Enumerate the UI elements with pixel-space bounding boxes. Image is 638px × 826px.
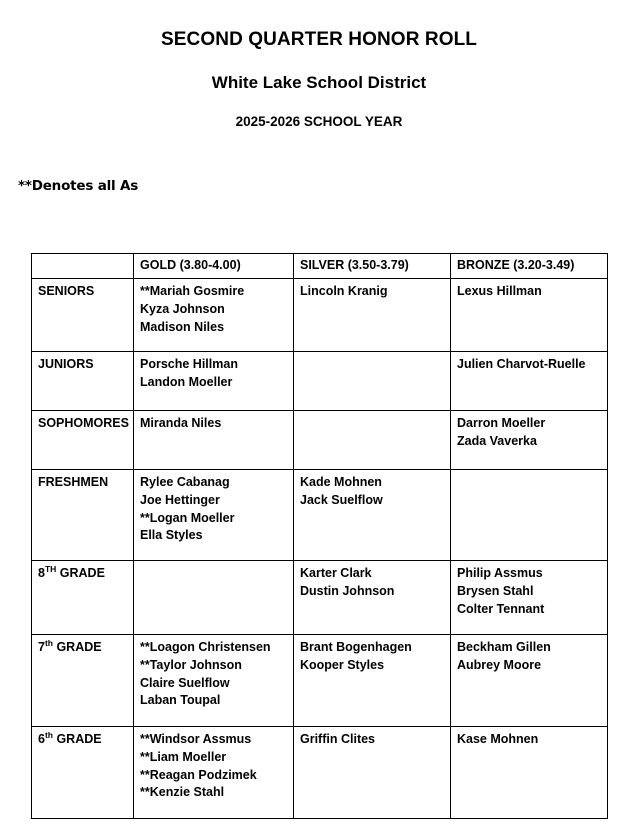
honoree-list xyxy=(140,474,288,545)
column-header-bronze: BRONZE (3.20-3.49) xyxy=(451,254,608,279)
honoree-name: Julien Charvot-Ruelle xyxy=(457,357,586,371)
honoree-list xyxy=(457,356,602,374)
honoree-name: Jack Suelflow xyxy=(300,492,383,507)
gold-cell-sophomores xyxy=(134,411,294,470)
honoree-name: Laban Toupal xyxy=(140,693,221,708)
table-body xyxy=(32,279,608,819)
table-row xyxy=(32,279,608,352)
honoree-list xyxy=(140,731,288,802)
ordinal-suffix: TH xyxy=(44,563,57,574)
honoree-list xyxy=(457,283,602,301)
honoree-name: **Logan Moeller xyxy=(140,510,235,525)
honoree-name: Miranda Niles xyxy=(140,416,222,430)
bronze-cell-juniors xyxy=(451,352,608,411)
table-row xyxy=(32,727,608,819)
honoree-list xyxy=(457,731,602,749)
honoree-name: **Kenzie Stahl xyxy=(140,785,225,800)
honoree-name: Kade Mohnen xyxy=(300,475,382,489)
table-row xyxy=(32,561,608,635)
grade-label-grade6: 6th GRADE xyxy=(32,727,134,819)
gold-cell-grade7 xyxy=(134,635,294,727)
honoree-name: Ella Styles xyxy=(140,528,203,543)
honoree-name: Karter Clark xyxy=(300,566,372,580)
honoree-list xyxy=(457,565,602,618)
honoree-list xyxy=(457,639,602,675)
school-year: 2025-2026 SCHOOL YEAR xyxy=(235,113,403,129)
table-row xyxy=(32,352,608,411)
honoree-list xyxy=(140,356,288,392)
grade-label-seniors: SENIORS xyxy=(32,279,134,352)
honoree-name: Kooper Styles xyxy=(300,657,385,672)
silver-cell-sophomores xyxy=(294,411,451,470)
honoree-name: Zada Vaverka xyxy=(457,433,537,448)
bronze-cell-grade6 xyxy=(451,727,608,819)
silver-cell-grade8 xyxy=(294,561,451,635)
honoree-list xyxy=(300,565,445,601)
bronze-cell-grade8 xyxy=(451,561,608,635)
all-as-note: **Denotes all As xyxy=(18,178,139,194)
silver-cell-freshmen xyxy=(294,470,451,561)
honoree-name: Aubrey Moore xyxy=(457,657,542,672)
silver-cell-seniors xyxy=(294,279,451,352)
honoree-name: Brysen Stahl xyxy=(457,583,534,598)
gold-cell-juniors xyxy=(134,352,294,411)
honoree-name: **Windsor Assmus xyxy=(140,732,252,746)
honoree-name: **Liam Moeller xyxy=(140,749,227,764)
ordinal-suffix: th xyxy=(44,637,53,648)
honoree-name: Beckham Gillen xyxy=(457,640,551,654)
honoree-list xyxy=(300,474,445,510)
honoree-name: **Reagan Podzimek xyxy=(140,767,257,782)
table-row xyxy=(32,470,608,561)
grade-label-sophomores: SOPHOMORES xyxy=(32,411,134,470)
honor-roll-table xyxy=(31,253,608,819)
grade-label-juniors: JUNIORS xyxy=(32,352,134,411)
grade-label-grade8: 8TH GRADE xyxy=(32,561,134,635)
bronze-cell-sophomores xyxy=(451,411,608,470)
bronze-cell-freshmen xyxy=(451,470,608,561)
table-row xyxy=(32,635,608,727)
honoree-list xyxy=(140,415,288,433)
honoree-name: Philip Assmus xyxy=(457,566,543,580)
gold-cell-grade6 xyxy=(134,727,294,819)
honoree-name: Dustin Johnson xyxy=(300,583,395,598)
honoree-name: Brant Bogenhagen xyxy=(300,640,412,654)
column-header-silver: SILVER (3.50-3.79) xyxy=(294,254,451,279)
honoree-name: Madison Niles xyxy=(140,319,225,334)
honoree-list xyxy=(300,639,445,675)
honoree-list xyxy=(300,283,445,301)
honoree-name: Landon Moeller xyxy=(140,374,233,389)
honoree-list xyxy=(140,639,288,710)
honoree-list xyxy=(140,283,288,336)
grade-label-grade7: 7th GRADE xyxy=(32,635,134,727)
district-name: White Lake School District xyxy=(211,72,427,92)
honoree-list xyxy=(457,415,602,451)
silver-cell-grade6 xyxy=(294,727,451,819)
honoree-name: Claire Suelflow xyxy=(140,675,230,690)
table-row xyxy=(32,411,608,470)
silver-cell-grade7 xyxy=(294,635,451,727)
column-header-grade xyxy=(32,254,134,279)
ordinal-suffix: th xyxy=(44,729,53,740)
honoree-name: Lincoln Kranig xyxy=(300,284,388,298)
honoree-list xyxy=(300,731,445,749)
honoree-name: Colter Tennant xyxy=(457,601,545,616)
honoree-name: Joe Hettinger xyxy=(140,492,220,507)
honoree-name: Porsche Hillman xyxy=(140,357,238,371)
honoree-name: **Mariah Gosmire xyxy=(140,284,245,298)
grade-label-freshmen: FRESHMEN xyxy=(32,470,134,561)
bronze-cell-seniors xyxy=(451,279,608,352)
page-title: SECOND QUARTER HONOR ROLL xyxy=(161,29,477,50)
honoree-name: **Taylor Johnson xyxy=(140,657,242,672)
gold-cell-grade8 xyxy=(134,561,294,635)
column-header-gold: GOLD (3.80-4.00) xyxy=(134,254,294,279)
honoree-name: Griffin Clites xyxy=(300,732,376,746)
honoree-name: **Loagon Christensen xyxy=(140,640,271,654)
silver-cell-juniors xyxy=(294,352,451,411)
gold-cell-seniors xyxy=(134,279,294,352)
table-header-row xyxy=(32,254,608,279)
honoree-name: Kase Mohnen xyxy=(457,732,539,746)
document-headings xyxy=(0,0,638,129)
honoree-name: Kyza Johnson xyxy=(140,301,225,316)
bronze-cell-grade7 xyxy=(451,635,608,727)
gold-cell-freshmen xyxy=(134,470,294,561)
honoree-name: Darron Moeller xyxy=(457,416,546,430)
honoree-name: Rylee Cabanag xyxy=(140,475,230,489)
honoree-name: Lexus Hillman xyxy=(457,284,542,298)
